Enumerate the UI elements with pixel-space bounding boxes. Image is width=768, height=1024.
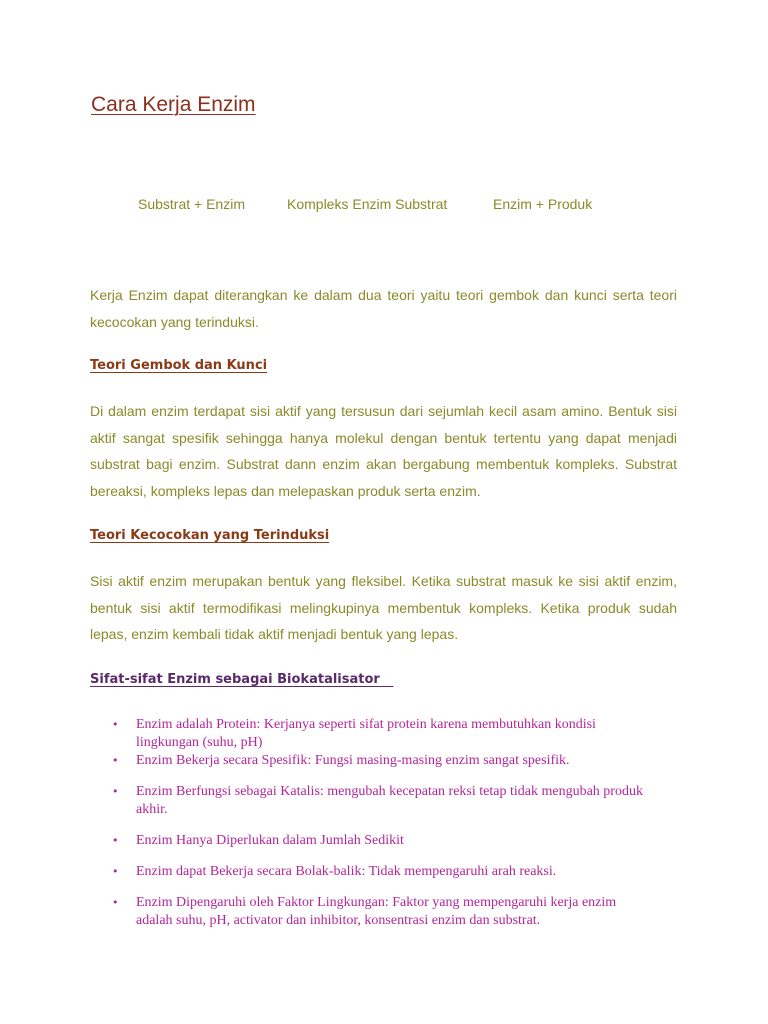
bullet-icon: •	[112, 785, 119, 798]
bullet-icon: •	[112, 896, 119, 909]
section-paragraph-induced-fit: Sisi aktif enzim merupakan bentuk yang fleksibel. Ketika substrat masuk ke sisi aktif enzim, bentuk sisi aktif termodifikasi melingkupinya membentuk kompleks. Ketika produk sudah lepas, enzim kembali tidak aktif menjadi bentuk yang lepas.	[90, 573, 677, 642]
list-item-text: Enzim adalah Protein: Kerjanya seperti sifat protein karena membutuhkan kondisi lingkungan (suhu, pH)	[136, 717, 596, 750]
reaction-products: Enzim + Produk	[493, 196, 593, 212]
section-heading-lock-and-key: Teori Gembok dan Kunci	[90, 358, 268, 373]
reaction-reactants: Substrat + Enzim	[138, 196, 245, 212]
list-item	[110, 894, 650, 930]
bullet-icon: •	[112, 718, 119, 731]
bullet-icon: •	[112, 865, 119, 878]
list-item	[110, 783, 650, 819]
section-heading-enzyme-properties: Sifat-sifat Enzim sebagai Biokatalisator	[90, 672, 394, 687]
page-title: Cara Kerja Enzim	[91, 93, 256, 116]
list-item-text: Enzim Bekerja secara Spesifik: Fungsi masing-masing enzim sangat spesifik.	[136, 753, 570, 768]
reaction-intermediate: Kompleks Enzim Substrat	[287, 196, 448, 212]
list-item	[110, 716, 650, 752]
list-item-text: Enzim Berfungsi sebagai Katalis: mengubah kecepatan reksi tetap tidak mengubah produk akhir.	[136, 784, 643, 817]
list-item-text: Enzim Dipengaruhi oleh Faktor Lingkungan: Faktor yang mempengaruhi kerja enzim adalah suhu, pH, activator dan inhibitor, konsentrasi enzim dan substrat.	[136, 895, 617, 928]
intro-paragraph: Kerja Enzim dapat diterangkan ke dalam dua teori yaitu teori gembok dan kunci serta teori kecocokan yang terinduksi.	[90, 287, 677, 330]
section-paragraph-lock-and-key: Di dalam enzim terdapat sisi aktif yang tersusun dari sejumlah kecil asam amino. Bentuk sisi aktif sangat spesifik sehingga hanya molekul dengan bentuk tertentu yang dapat menjadi substrat bagi enzim. Substrat dann enzim akan bergabung membentuk kompleks. Substrat bereaksi, kompleks lepas dan melepaskan produk serta enzim.	[90, 403, 677, 499]
list-item-text: Enzim Hanya Diperlukan dalam Jumlah Sedikit	[136, 833, 404, 848]
bullet-icon: •	[112, 754, 119, 767]
list-item	[110, 752, 650, 770]
list-item-text: Enzim dapat Bekerja secara Bolak-balik: Tidak mempengaruhi arah reaksi.	[136, 864, 557, 879]
section-heading-induced-fit: Teori Kecocokan yang Terinduksi	[90, 528, 330, 543]
list-item	[110, 863, 650, 881]
bullet-icon: •	[112, 834, 119, 847]
list-item	[110, 832, 650, 850]
